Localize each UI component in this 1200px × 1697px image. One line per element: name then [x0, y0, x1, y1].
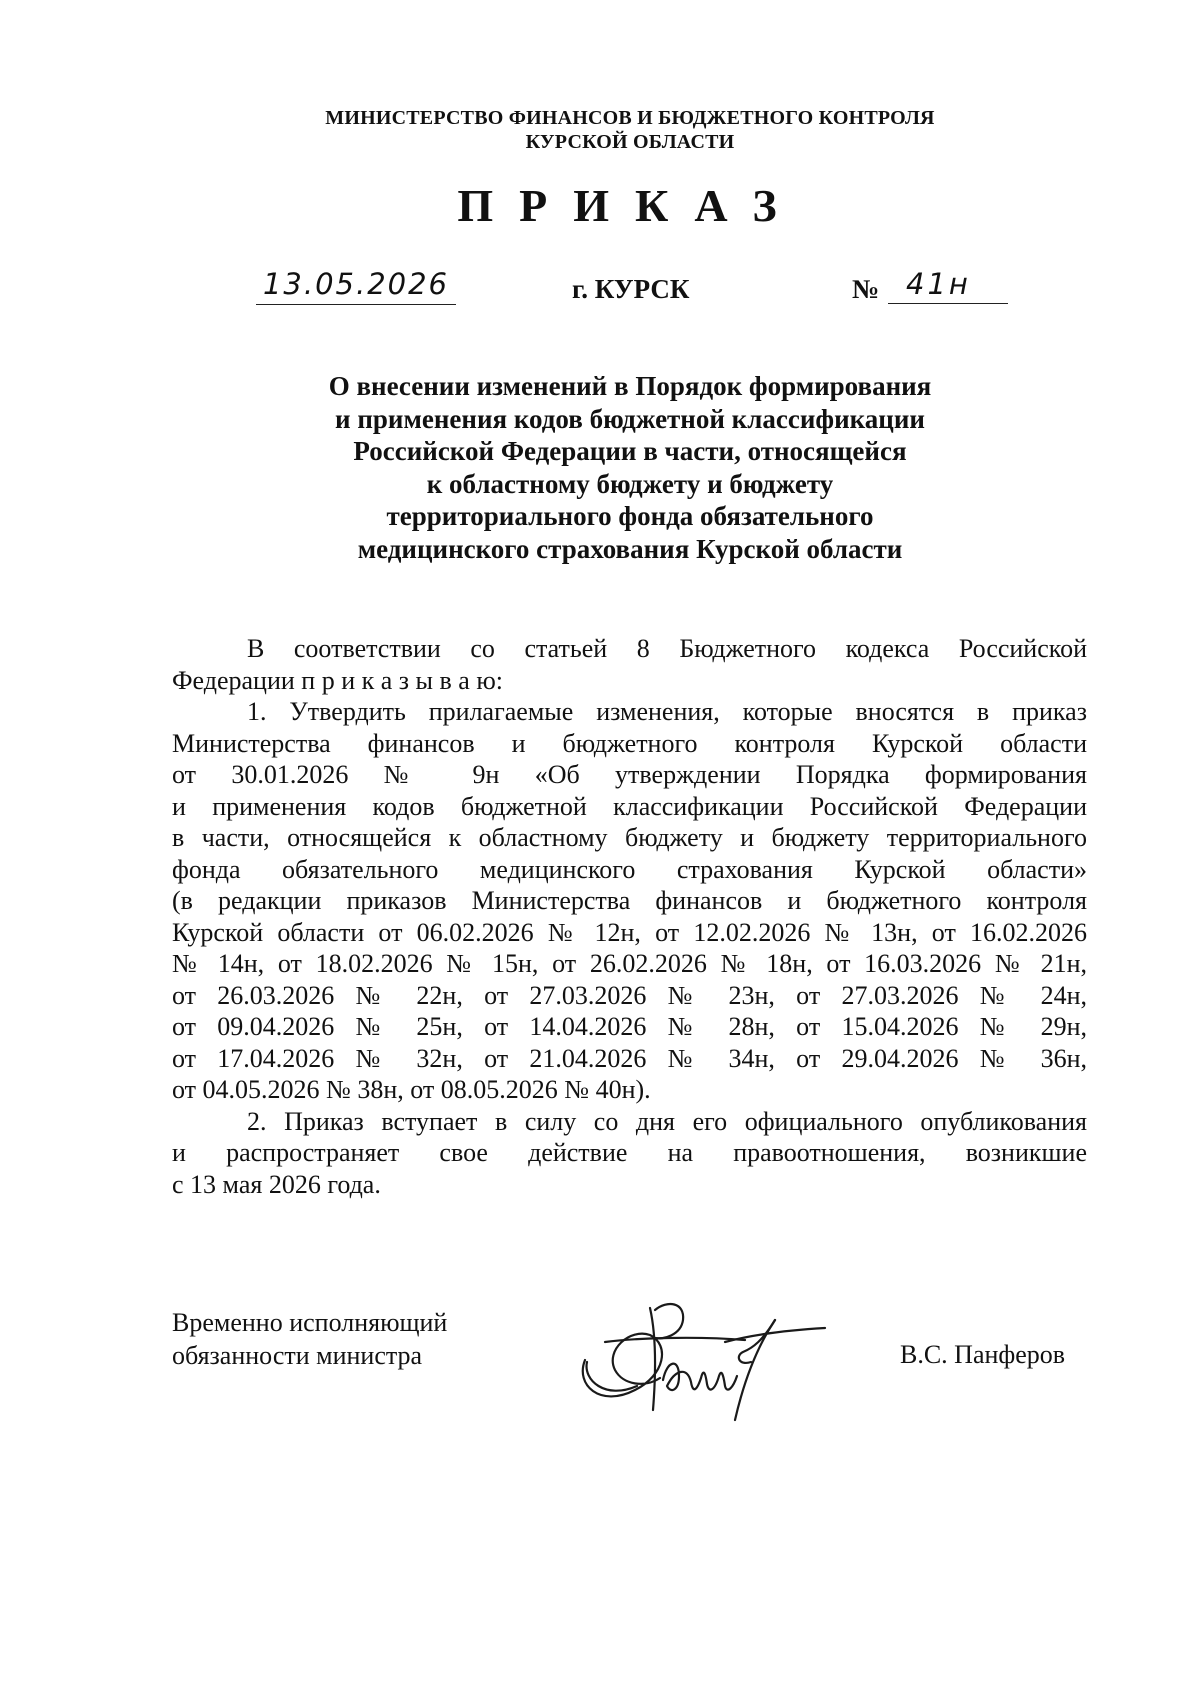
- preamble-line: Федерации п р и к а з ы в а ю:: [172, 665, 503, 695]
- subject-line: Российской Федерации в части, относящейся: [353, 436, 907, 467]
- handwritten-signature: [575, 1290, 835, 1425]
- item-1-line: от 09.04.2026 № 25н, от 14.04.2026 № 28н, от 15.04.2026 № 29н,: [172, 1012, 1087, 1041]
- organization-header: [200, 106, 1060, 154]
- preamble-paragraph: [172, 633, 1087, 696]
- item-1-line: от 04.05.2026 № 38н, от 08.05.2026 № 40н).: [172, 1075, 651, 1104]
- order-city: г. КУРСК: [572, 274, 690, 304]
- organization-name-line1: МИНИСТЕРСТВО ФИНАНСОВ И БЮДЖЕТНОГО КОНТРОЛЯ: [325, 107, 935, 129]
- signatory-name: В.С. Панферов: [900, 1340, 1066, 1369]
- item-1-line: (в редакции приказов Министерства финансов и бюджетного контроля: [172, 886, 1087, 915]
- order-number: 41н: [888, 264, 1008, 304]
- document-type-title: ПРИКАЗ: [457, 180, 803, 231]
- order-number-sign: №: [852, 274, 880, 304]
- item-1-line: от 17.04.2026 № 32н, от 21.04.2026 № 34н, от 29.04.2026 № 36н,: [172, 1043, 1087, 1073]
- item-2-line: 2. Приказ вступает в силу со дня его официального опубликования: [247, 1106, 1087, 1136]
- item-2-line: с 13 мая 2026 года.: [172, 1169, 381, 1199]
- subject-line: территориального фонда обязательного: [386, 501, 874, 532]
- item-2-line: и распространяет свое действие на правоотношения, возникшие: [172, 1138, 1087, 1167]
- item-1-line: в части, относящейся к областному бюджету и бюджету территориального: [172, 823, 1087, 852]
- item-1-line: 1. Утвердить прилагаемые изменения, которые вносятся в приказ: [247, 697, 1087, 726]
- subject-line: медицинского страхования Курской области: [357, 533, 903, 564]
- item-2-paragraph: [172, 1106, 1087, 1201]
- subject-line: к областному бюджету и бюджету: [426, 468, 834, 499]
- item-1-line: от 30.01.2026 № 9н «Об утверждении Порядка формирования: [172, 760, 1087, 789]
- subject-line: и применения кодов бюджетной классификации: [335, 403, 925, 434]
- item-1-line: Министерства финансов и бюджетного контроля Курской области: [172, 728, 1087, 758]
- order-body: [172, 633, 1087, 1200]
- order-date: 13.05.2026: [256, 264, 456, 305]
- signatory-position-line2: обязанности министра: [172, 1341, 423, 1370]
- subject-line: О внесении изменений в Порядок формирования: [328, 371, 932, 401]
- item-1-line: фонда обязательного медицинского страхования Курской области»: [172, 854, 1087, 884]
- signatory-position: [172, 1306, 447, 1372]
- item-1-line: от 26.03.2026 № 22н, от 27.03.2026 № 23н, от 27.03.2026 № 24н,: [172, 980, 1087, 1010]
- signatory-position-line1: Временно исполняющий: [172, 1308, 448, 1337]
- item-1-paragraph: [172, 696, 1087, 1106]
- preamble-line: В соответствии со статьей 8 Бюджетного кодекса Российской: [247, 634, 1087, 663]
- item-1-line: и применения кодов бюджетной классификации Российской Федерации: [172, 791, 1087, 821]
- organization-name-line2: КУРСКОЙ ОБЛАСТИ: [525, 131, 735, 153]
- item-1-line: Курской области от 06.02.2026 № 12н, от 12.02.2026 № 13н, от 16.02.2026: [172, 917, 1087, 947]
- item-1-line: № 14н, от 18.02.2026 № 15н, от 26.02.2026 № 18н, от 16.03.2026 № 21н,: [172, 949, 1087, 978]
- order-subject: [250, 370, 1010, 566]
